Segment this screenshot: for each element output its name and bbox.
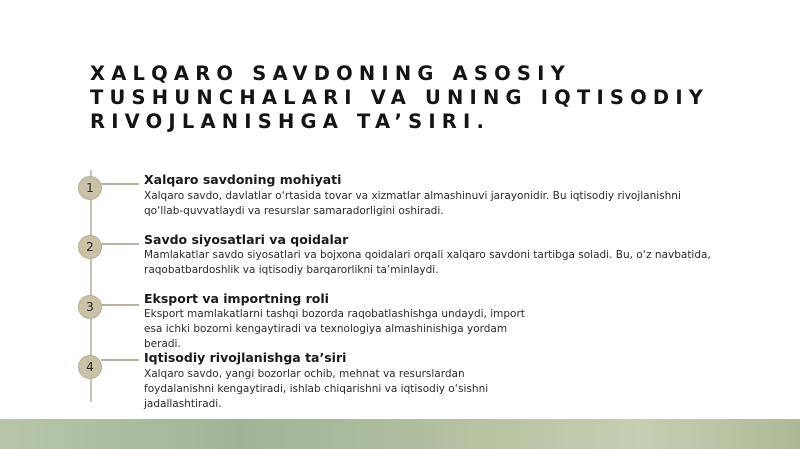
timeline-item-3-text-line-3: beradi. [144,338,181,350]
timeline-item-text-2 [144,248,711,278]
timeline-item-text-1 [144,189,681,219]
timeline-connector-1 [101,183,139,185]
timeline-item-2-text-line-1: Mamlakatlar savdo siyosatlari va bojxona qoidalari orqali xalqaro savdoni tartibga soladi. Bu, o‘z navbatida, [144,249,711,261]
timeline-item-heading-4: Iqtisodiy rivojlanishga ta’siri [144,350,347,365]
timeline-item-3-text-line-1: Eksport mamlakatlarni tashqi bozorda raqobatlashishga undaydi, import [144,308,525,320]
timeline-connector-3 [101,304,139,306]
timeline-step-badge-2: 2 [78,235,102,259]
timeline-step-badge-3: 3 [78,295,102,319]
timeline-item-heading-1: Xalqaro savdoning mohiyati [144,172,342,187]
timeline-item-4-text-line-3: jadallashtiradi. [144,398,222,410]
timeline-item-3-text-line-2: esa ichki bozorni kengaytiradi va texnologiya almashinishiga yordam [144,323,508,335]
timeline-item-4-text-line-2: foydalanishni kengaytiradi, ishlab chiqarishni va iqtisodiy o‘sishni [144,383,489,395]
timeline-connector-4 [101,359,139,361]
timeline-item-1-text-line-1: Xalqaro savdo, davlatlar o‘rtasida tovar va xizmatlar almashinuvi jarayonidir. Bu iqtisodiy rivojlanishni [144,190,681,202]
timeline-item-text-4 [144,367,488,412]
decorative-footer-image [0,419,800,449]
timeline-item-heading-2: Savdo siyosatlari va qoidalar [144,232,349,247]
timeline-connector-2 [101,243,139,245]
timeline-item-2-text-line-2: raqobatbardoshlik va iqtisodiy barqarorlikni ta’minlaydi. [144,264,439,276]
timeline-item-heading-3: Eksport va importning roli [144,291,329,306]
slide-title-line-2: TUSHUNCHALARI VA UNING IQTISODIY [90,86,710,109]
slide-title [90,62,780,134]
timeline-item-4-text-line-1: Xalqaro savdo, yangi bozorlar ochib, mehnat va resurslardan [144,368,465,380]
timeline-item-text-3 [144,307,525,352]
slide-title-line-3: RIVOJLANISHGA TA’SIRI. [90,110,491,133]
timeline-item-1-text-line-2: qo‘llab-quvvatlaydi va resurslar samaradorligini oshiradi. [144,205,444,217]
timeline-step-badge-4: 4 [78,355,102,379]
timeline-step-badge-1: 1 [78,176,102,200]
slide-title-line-1: XALQARO SAVDONING ASOSIY [90,62,571,85]
